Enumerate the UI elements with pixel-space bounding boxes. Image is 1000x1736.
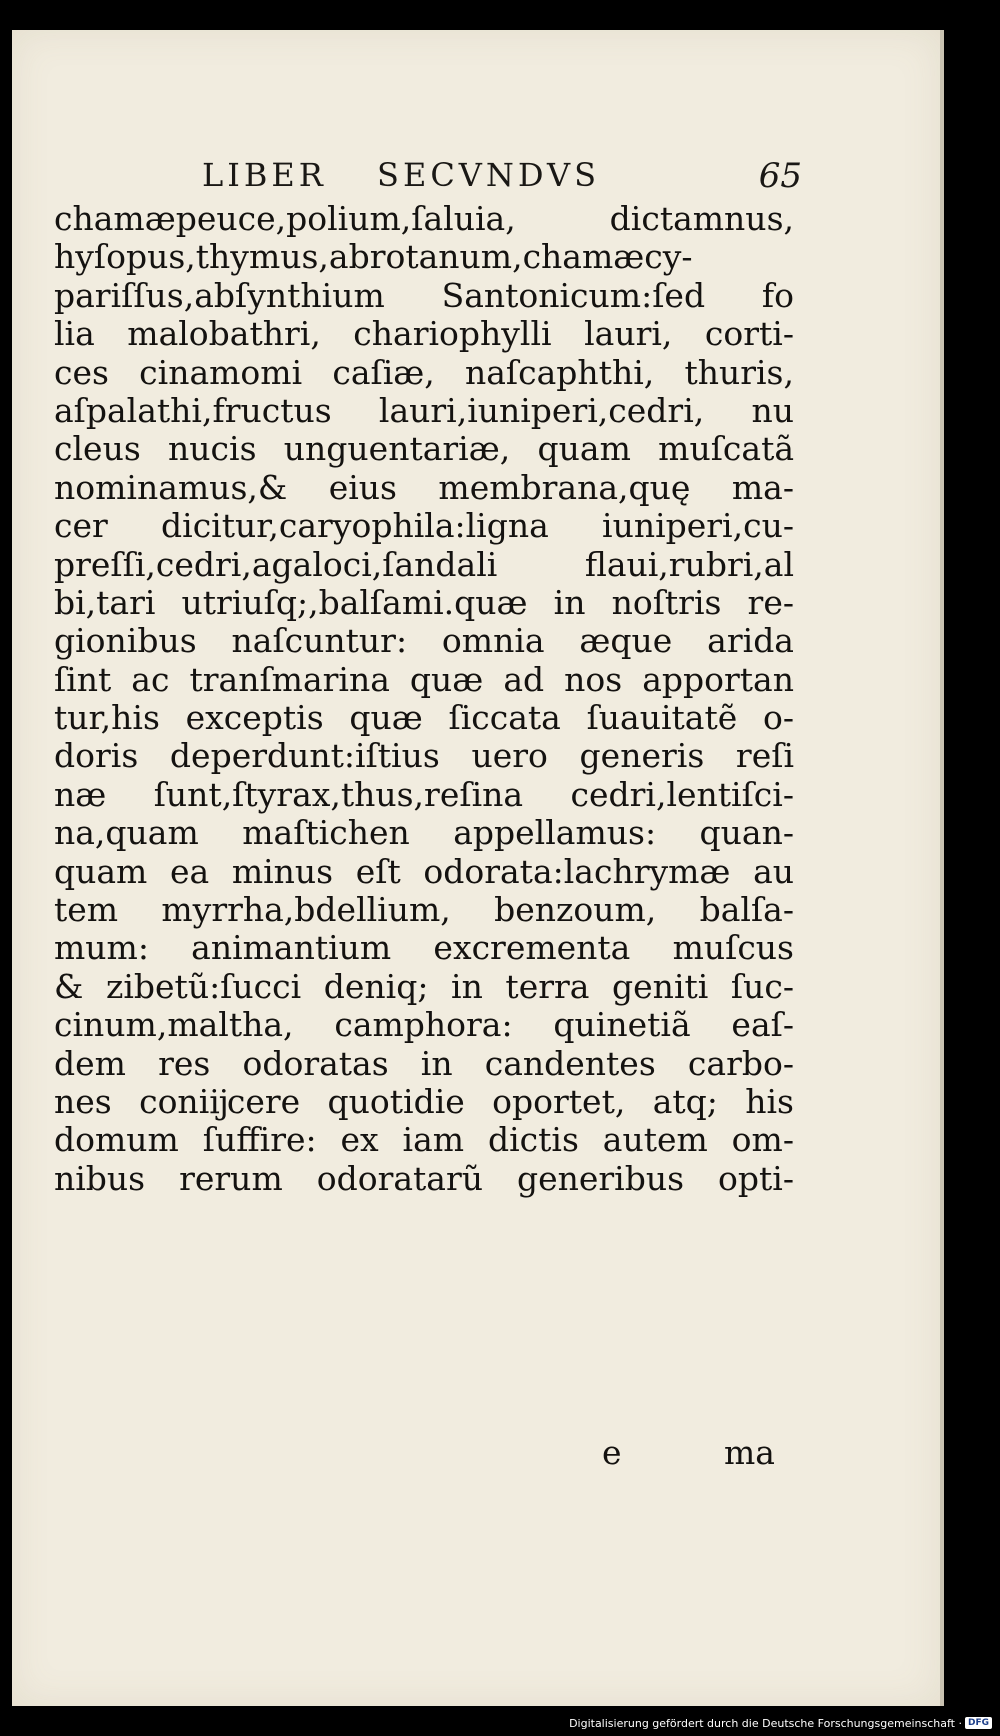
text-line: dem res odoratas in candentes carbo- <box>54 1044 794 1083</box>
text-line: hyſopus,thymus,abrotanum,chamæcy- <box>54 238 693 277</box>
text-line: preſſi,cedri,agaloci,ſandali flaui,rubri,al <box>54 545 794 584</box>
page-number: 65 <box>758 156 802 196</box>
text-line: lia malobathri, chariophylli lauri, corti- <box>54 315 794 354</box>
credit-text: Digitalisierung gefördert durch die Deutsche Forschungsgemeinschaft · <box>569 1716 962 1730</box>
text-line: aſpalathi,fructus lauri,iuniperi,cedri, nu <box>54 391 794 430</box>
text-line: ſint ac tranſmarina quæ ad nos apportan <box>54 660 794 699</box>
book-page <box>12 30 944 1706</box>
text-line: & zibetũ:ſucci deniq; in terra geniti ſuc- <box>54 967 794 1006</box>
text-line: nibus rerum odoratarũ generibus opti- <box>54 1159 794 1198</box>
text-line: nes coniĳcere quotidie oportet, atq; his <box>54 1082 794 1121</box>
text-line: pariſſus,abſynthium Santonicum:ſed fo <box>54 276 794 315</box>
text-line: mum: animantium excrementa muſcus <box>54 929 794 968</box>
running-header <box>162 156 802 206</box>
dfg-logo-icon: DFG <box>965 1717 992 1729</box>
signature-mark: e <box>602 1433 622 1472</box>
text-line: quam ea minus eſt odorata:lachrymæ au <box>54 852 794 891</box>
text-line: na,quam maſtichen appellamus: quan- <box>54 814 794 853</box>
text-line: tur,his exceptis quæ ſiccata ſuauitatẽ o- <box>54 699 794 738</box>
text-line: bi,tari utriuſq;,balſami.quæ in noſtris re- <box>54 583 794 622</box>
catchword: ma <box>724 1433 775 1472</box>
text-line: næ ſunt,ſtyrax,thus,reſina cedri,lentiſci- <box>54 775 794 814</box>
text-line: cleus nucis unguentariæ, quam muſcatã <box>54 430 794 469</box>
text-line: domum ſuffire: ex iam dictis autem om- <box>54 1121 794 1160</box>
text-line: nominamus,& eius membrana,quę ma- <box>54 468 794 507</box>
text-line: cinum,maltha, camphora: quinetiã eaſ- <box>54 1006 794 1045</box>
digitization-credit <box>569 1714 992 1732</box>
text-line: tem myrrha,bdellium, benzoum, balſa- <box>54 891 794 930</box>
body-text <box>54 200 794 1198</box>
text-line: doris deperdunt:iſtius uero generis reſi <box>54 737 794 776</box>
text-line: ces cinamomi caſiæ, naſcaphthi, thuris, <box>54 353 794 392</box>
running-title: LIBER SECVNDVS <box>202 156 601 194</box>
text-line: chamæpeuce,polium,ſaluia, dictamnus, <box>54 200 794 238</box>
text-line: gionibus naſcuntur: omnia æque arida <box>54 622 794 661</box>
text-line: cer dicitur,caryophila:ligna iuniperi,cu- <box>54 507 794 546</box>
